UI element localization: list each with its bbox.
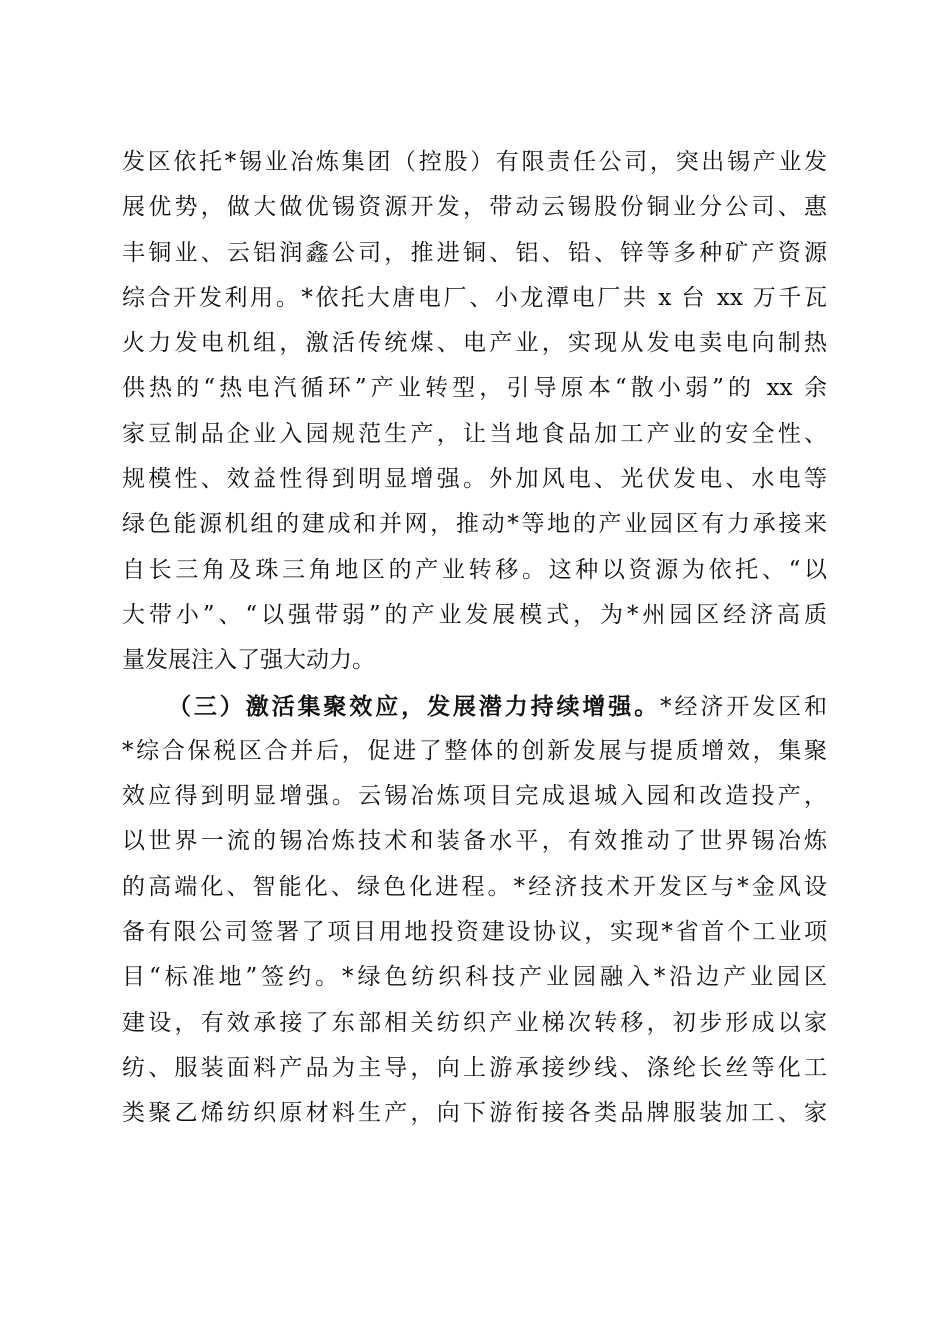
- text-line: 家豆制品企业入园规范生产，让当地食品加工产业的安全性、: [122, 420, 827, 447]
- text-line: 备有限公司签署了项目用地投资建设协议，实现*省首个工业项: [122, 919, 827, 946]
- text-line: 目“标准地”签约。*绿色纺织科技产业园融入*沿边产业园区: [122, 964, 827, 991]
- text-line: 量发展注入了强大动力。: [122, 647, 375, 674]
- section-heading-rest: *经济开发区和: [660, 693, 827, 720]
- text-line: 纺、服装面料产品为主导，向上游承接纱线、涤纶长丝等化工: [122, 1054, 827, 1081]
- text-line: 以世界一流的锡冶炼技术和装备水平，有效推动了世界锡冶炼: [122, 828, 827, 855]
- text-line: 自长三角及珠三角地区的产业转移。这种以资源为依托、“以: [122, 556, 827, 583]
- text-line: 的高端化、智能化、绿色化进程。*经济技术开发区与*金风设: [122, 873, 827, 900]
- text-line: 供热的“热电汽循环”产业转型，引导原本“散小弱”的 xx 余: [122, 375, 827, 402]
- body-text: [122, 140, 827, 1137]
- section-heading: （三）激活集聚效应，发展潜力持续增强。: [168, 692, 661, 720]
- text-line: 类聚乙烯纺织原材料生产，向下游衔接各类品牌服装加工、家: [122, 1100, 827, 1127]
- text-line: 绿色能源机组的建成和并网，推动*等地的产业园区有力承接来: [122, 511, 827, 538]
- text-line: *综合保税区合并后，促进了整体的创新发展与提质增效，集聚: [122, 737, 827, 764]
- section-heading-line: [122, 684, 827, 729]
- text-line: 火力发电机组，激活传统煤、电产业，实现从发电卖电向制热: [122, 330, 827, 357]
- text-line: 规模性、效益性得到明显增强。外加风电、光伏发电、水电等: [122, 466, 827, 493]
- text-line: 建设，有效承接了东部相关纺织产业梯次转移，初步形成以家: [122, 1009, 827, 1036]
- text-line: 大带小”、“以强带弱”的产业发展模式，为*州园区经济高质: [122, 601, 827, 628]
- text-line: 综合开发利用。*依托大唐电厂、小龙潭电厂共 x 台 xx 万千瓦: [122, 284, 827, 311]
- text-line: 发区依托*锡业冶炼集团（控股）有限责任公司，突出锡产业发: [122, 149, 827, 175]
- text-line: 展优势，做大做优锡资源开发，带动云锡股份铜业分公司、惠: [122, 194, 827, 221]
- text-line: 效应得到明显增强。云锡冶炼项目完成退城入园和改造投产，: [122, 783, 827, 810]
- text-line: 丰铜业、云铝润鑫公司，推进铜、铝、铅、锌等多种矿产资源: [122, 239, 827, 266]
